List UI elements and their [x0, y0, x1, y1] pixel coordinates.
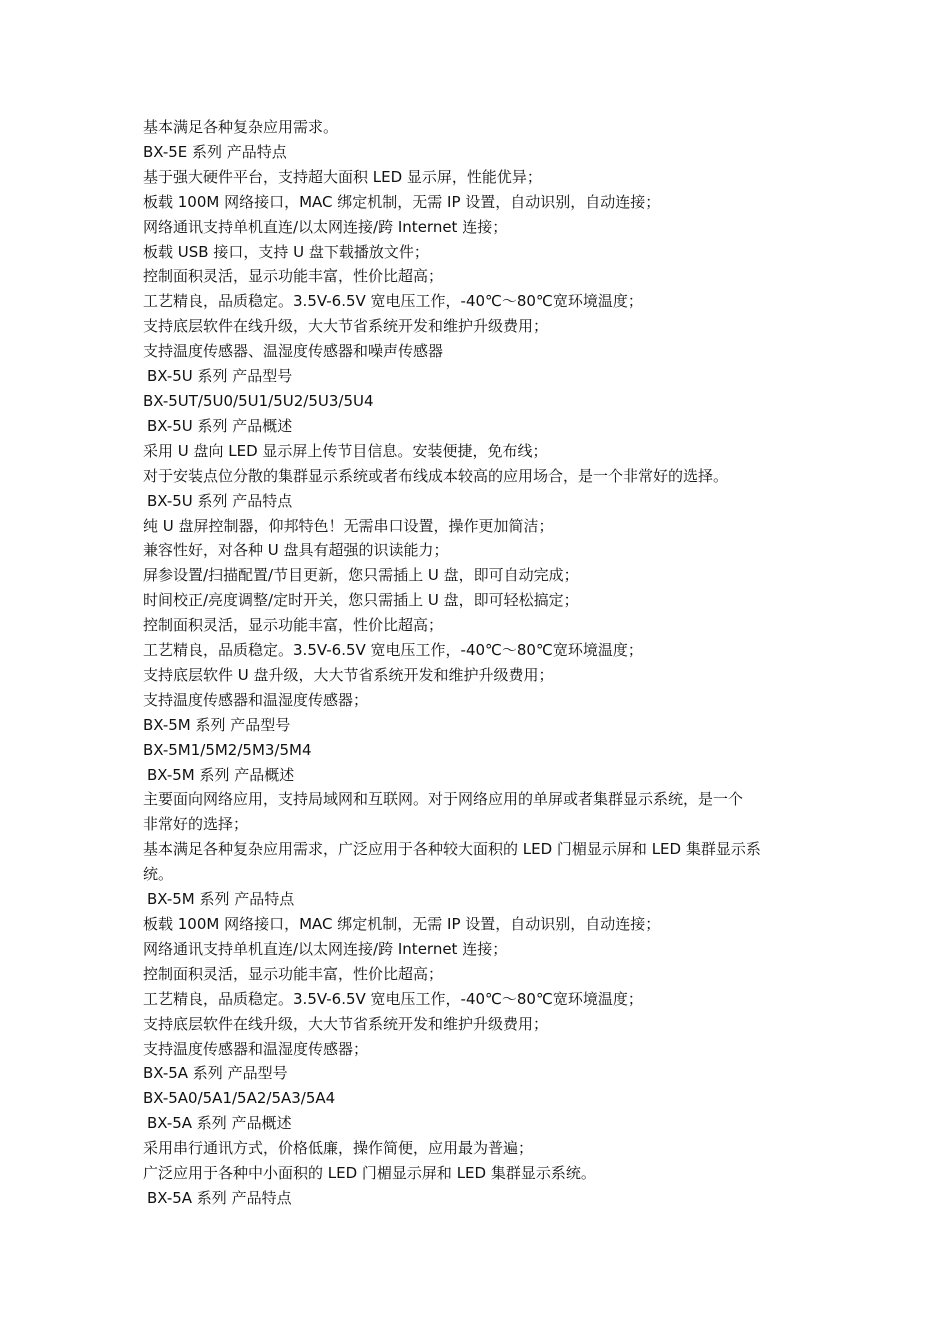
text-line: BX-5M 系列 产品概述: [147, 765, 295, 784]
text-line: 兼容性好，对各种 U 盘具有超强的识读能力；: [143, 541, 449, 560]
text-line: BX-5U 系列 产品特点: [147, 491, 293, 510]
text-line: 采用 U 盘向 LED 显示屏上传节目信息。安装便捷，免布线；: [143, 441, 548, 460]
text-line: 支持温度传感器和温湿度传感器；: [143, 690, 369, 709]
text-line: 支持底层软件 U 盘升级，大大节省系统开发和维护升级费用；: [143, 665, 554, 684]
text-line: 广泛应用于各种中小面积的 LED 门楣显示屏和 LED 集群显示系统。: [143, 1164, 596, 1183]
text-line: 纯 U 盘屏控制器，仰邦特色！无需串口设置，操作更加简洁；: [143, 516, 554, 535]
text-line: BX-5A 系列 产品型号: [143, 1064, 288, 1083]
text-line: 采用串行通讯方式，价格低廉，操作简便，应用最为普遍；: [143, 1139, 534, 1158]
text-line: 统。: [143, 865, 174, 884]
text-line: 工艺精良，品质稳定。3.5V-6.5V 宽电压工作，-40℃～80℃宽环境温度；: [143, 292, 643, 311]
text-line: 控制面积灵活，显示功能丰富，性价比超高；: [143, 616, 444, 635]
document-body: [143, 115, 823, 1211]
text-line: BX-5A0/5A1/5A2/5A3/5A4: [143, 1089, 336, 1108]
text-line: BX-5M1/5M2/5M3/5M4: [143, 740, 312, 759]
text-line: BX-5A 系列 产品概述: [147, 1114, 292, 1133]
text-line: 非常好的选择；: [143, 815, 249, 834]
text-line: 支持温度传感器和温湿度传感器；: [143, 1039, 369, 1058]
text-line: BX-5U 系列 产品概述: [147, 416, 293, 435]
text-line: 网络通讯支持单机直连/以太网连接/跨 Internet 连接；: [143, 939, 508, 958]
text-line: 基本满足各种复杂应用需求，广泛应用于各种较大面积的 LED 门楣显示屏和 LED 集群显示系: [143, 840, 761, 859]
text-line: 控制面积灵活，显示功能丰富，性价比超高；: [143, 964, 444, 983]
text-line: BX-5M 系列 产品型号: [143, 715, 291, 734]
text-line: 屏参设置/扫描配置/节目更新，您只需插上 U 盘，即可自动完成；: [143, 566, 579, 585]
text-line: 控制面积灵活，显示功能丰富，性价比超高；: [143, 267, 444, 286]
text-line: BX-5A 系列 产品特点: [147, 1188, 292, 1207]
text-line: 支持底层软件在线升级，大大节省系统开发和维护升级费用；: [143, 1014, 549, 1033]
text-line: 基于强大硬件平台，支持超大面积 LED 显示屏，性能优异；: [143, 167, 542, 186]
text-line: 主要面向网络应用，支持局域网和互联网。对于网络应用的单屏或者集群显示系统，是一个: [143, 790, 744, 809]
text-line: 基本满足各种复杂应用需求。: [143, 118, 339, 136]
text-line: BX-5E 系列 产品特点: [143, 142, 287, 161]
text-line: 板载 100M 网络接口，MAC 绑定机制，无需 IP 设置，自动识别，自动连接；: [143, 192, 661, 211]
text-line: 时间校正/亮度调整/定时开关，您只需插上 U 盘，即可轻松搞定；: [143, 591, 579, 610]
text-line: BX-5M 系列 产品特点: [147, 890, 295, 909]
text-line: 板载 100M 网络接口，MAC 绑定机制，无需 IP 设置，自动识别，自动连接；: [143, 915, 661, 933]
text-line: BX-5U 系列 产品型号: [147, 367, 293, 386]
text-line: 网络通讯支持单机直连/以太网连接/跨 Internet 连接；: [143, 217, 508, 236]
text-line: 工艺精良，品质稳定。3.5V-6.5V 宽电压工作，-40℃～80℃宽环境温度；: [143, 641, 643, 660]
text-line: 支持温度传感器、温湿度传感器和噪声传感器: [143, 342, 444, 361]
text-line: 支持底层软件在线升级，大大节省系统开发和维护升级费用；: [143, 317, 549, 336]
text-line: 对于安装点位分散的集群显示系统或者布线成本较高的应用场合，是一个非常好的选择。: [143, 466, 729, 485]
text-line: BX-5UT/5U0/5U1/5U2/5U3/5U4: [143, 391, 374, 410]
text-line: 工艺精良，品质稳定。3.5V-6.5V 宽电压工作，-40℃～80℃宽环境温度；: [143, 989, 643, 1008]
text-line: 板载 USB 接口，支持 U 盘下载播放文件；: [143, 242, 429, 261]
